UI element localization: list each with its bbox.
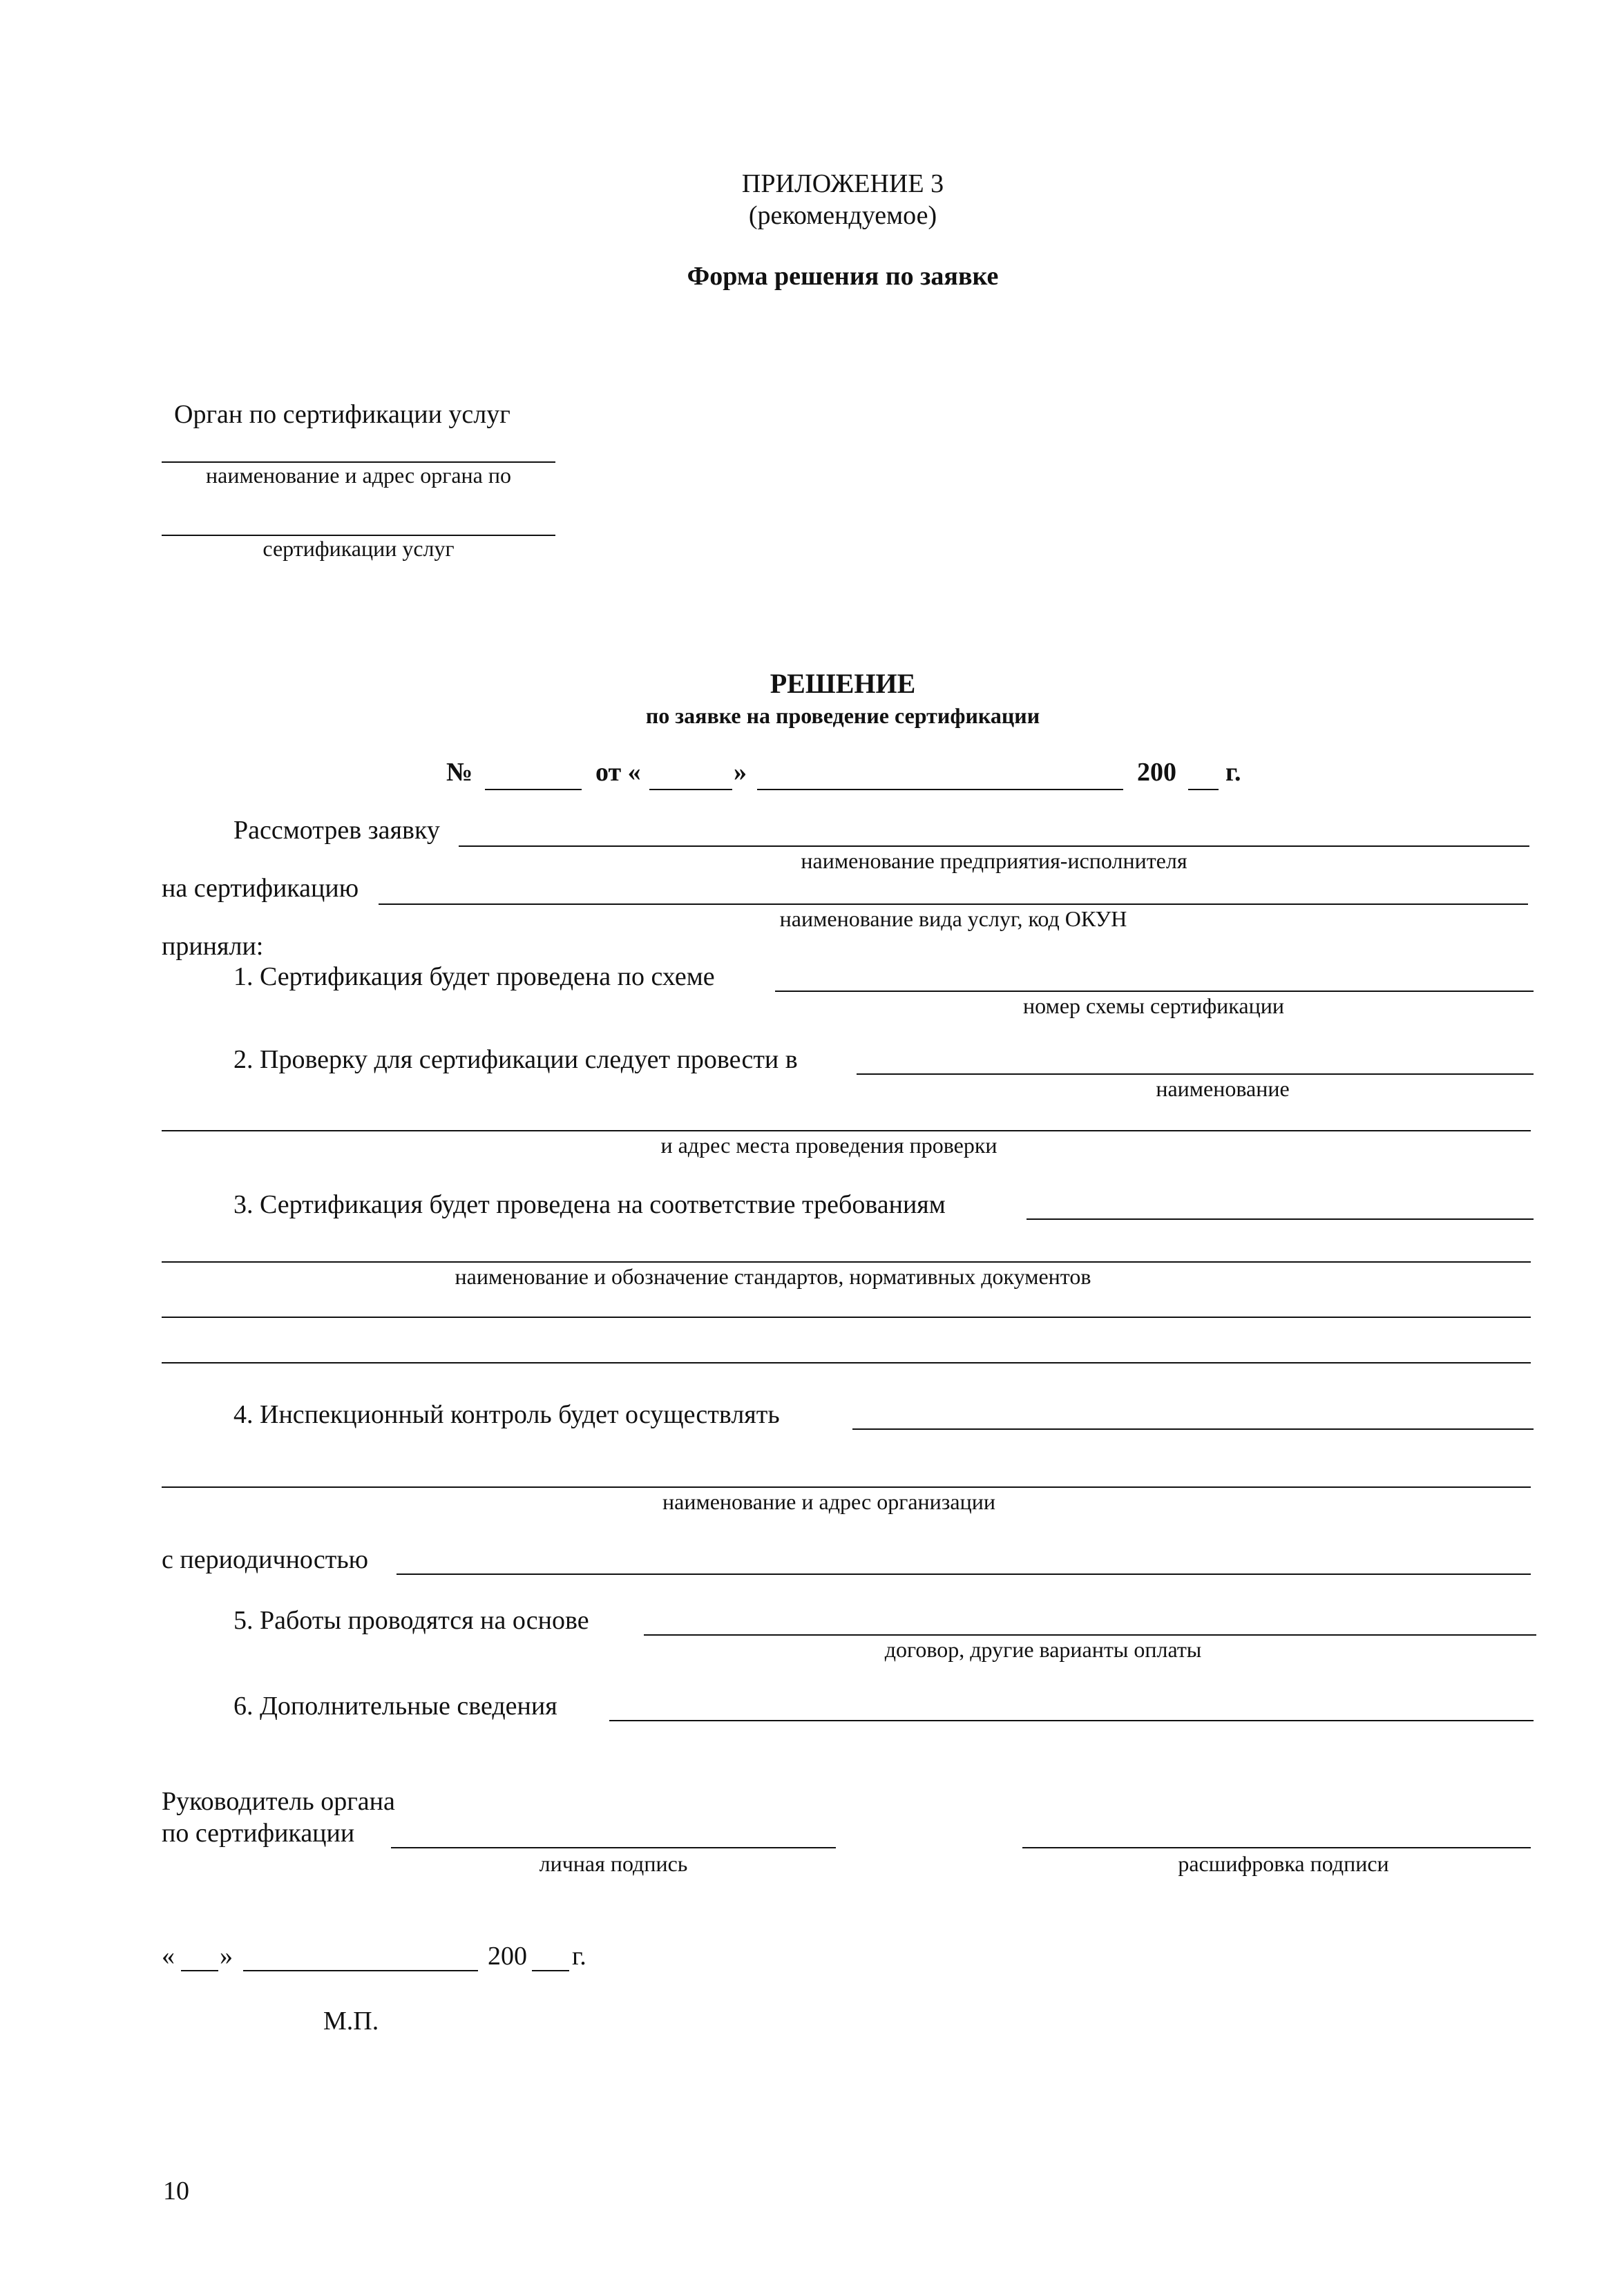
item-1-label: 1. Сертификация будет проведена по схеме (233, 962, 715, 991)
certification-label: на сертификацию (162, 874, 359, 903)
head-title-line-2: по сертификации (162, 1819, 355, 1848)
sign-date-quote-close: » (220, 1942, 233, 1971)
item-2-caption-1: наименование (1156, 1076, 1290, 1101)
certification-line (379, 903, 1528, 905)
item-5-line (644, 1634, 1536, 1636)
sign-date-year: 200 (488, 1942, 527, 1971)
item-4-line-1 (852, 1428, 1534, 1430)
date-year: 200 (1137, 758, 1176, 787)
date-day-line (649, 789, 732, 790)
signature-line (391, 1847, 836, 1848)
certification-caption: наименование вида услуг, код ОКУН (779, 906, 1127, 931)
signature-decode-line (1022, 1847, 1531, 1848)
decision-title: РЕШЕНИЕ (770, 668, 916, 699)
item-2-line-2 (162, 1130, 1531, 1131)
item-4-label: 4. Инспекционный контроль будет осуществлять (233, 1400, 780, 1429)
sign-date-month-line (243, 1970, 478, 1971)
sign-date-year-line (532, 1970, 569, 1971)
item-4-caption: наименование и адрес организации (662, 1489, 995, 1514)
item-3-line-1 (1027, 1218, 1534, 1220)
item-5-caption: договор, другие варианты оплаты (884, 1637, 1202, 1662)
appendix-note: (рекомендуемое) (748, 201, 937, 230)
item-4-line-2 (162, 1486, 1531, 1488)
appendix-heading: ПРИЛОЖЕНИЕ 3 (741, 169, 944, 198)
issuer-caption-2: сертификации услуг (262, 536, 455, 561)
head-title-line-1: Руководитель органа (162, 1787, 395, 1816)
date-quote-close: » (734, 758, 747, 787)
page-number: 10 (163, 2177, 189, 2206)
item-2-label: 2. Проверку для сертификации следует провести в (233, 1045, 798, 1074)
item-6-label: 6. Дополнительные сведения (233, 1692, 557, 1721)
item-3-line-4 (162, 1362, 1531, 1364)
reviewed-caption: наименование предприятия-исполнителя (801, 848, 1187, 873)
item-6-line (609, 1720, 1534, 1721)
signature-caption: личная подпись (539, 1851, 688, 1876)
item-5-label: 5. Работы проводятся на основе (233, 1606, 589, 1635)
reviewed-label: Рассмотрев заявку (233, 816, 440, 845)
issuer-label: Орган по сертификации услуг (174, 400, 510, 429)
decision-subtitle: по заявке на проведение сертификации (645, 703, 1040, 728)
item-1-caption: номер схемы сертификации (1023, 993, 1284, 1018)
date-month-line (757, 789, 1123, 790)
item-2-caption-2: и адрес места проведения проверки (660, 1133, 997, 1158)
item-1-line (775, 991, 1534, 992)
sign-date-year-suffix: г. (572, 1942, 586, 1971)
sign-date-day-line (181, 1970, 218, 1971)
sign-date-quote-open: « (162, 1942, 175, 1971)
issuer-caption-1: наименование и адрес органа по (206, 463, 511, 488)
date-from-label: от « (595, 758, 641, 787)
form-title: Форма решения по заявке (687, 262, 999, 291)
reviewed-line (459, 845, 1529, 847)
item-3-label: 3. Сертификация будет проведена на соответствие требованиям (233, 1190, 946, 1219)
signature-decode-caption: расшифровка подписи (1178, 1851, 1389, 1876)
item-3-line-3 (162, 1317, 1531, 1318)
periodicity-line (397, 1573, 1531, 1575)
date-year-suffix: г. (1225, 758, 1241, 787)
item-3-line-2 (162, 1261, 1531, 1263)
number-field-line (485, 789, 582, 790)
number-sign: № (446, 758, 473, 787)
item-3-caption: наименование и обозначение стандартов, нормативных документов (455, 1264, 1091, 1289)
stamp-place-label: М.П. (323, 2007, 379, 2036)
periodicity-label: с периодичностью (162, 1545, 369, 1574)
date-year-line (1188, 789, 1219, 790)
item-2-line-1 (857, 1073, 1534, 1075)
accepted-label: приняли: (162, 932, 264, 961)
